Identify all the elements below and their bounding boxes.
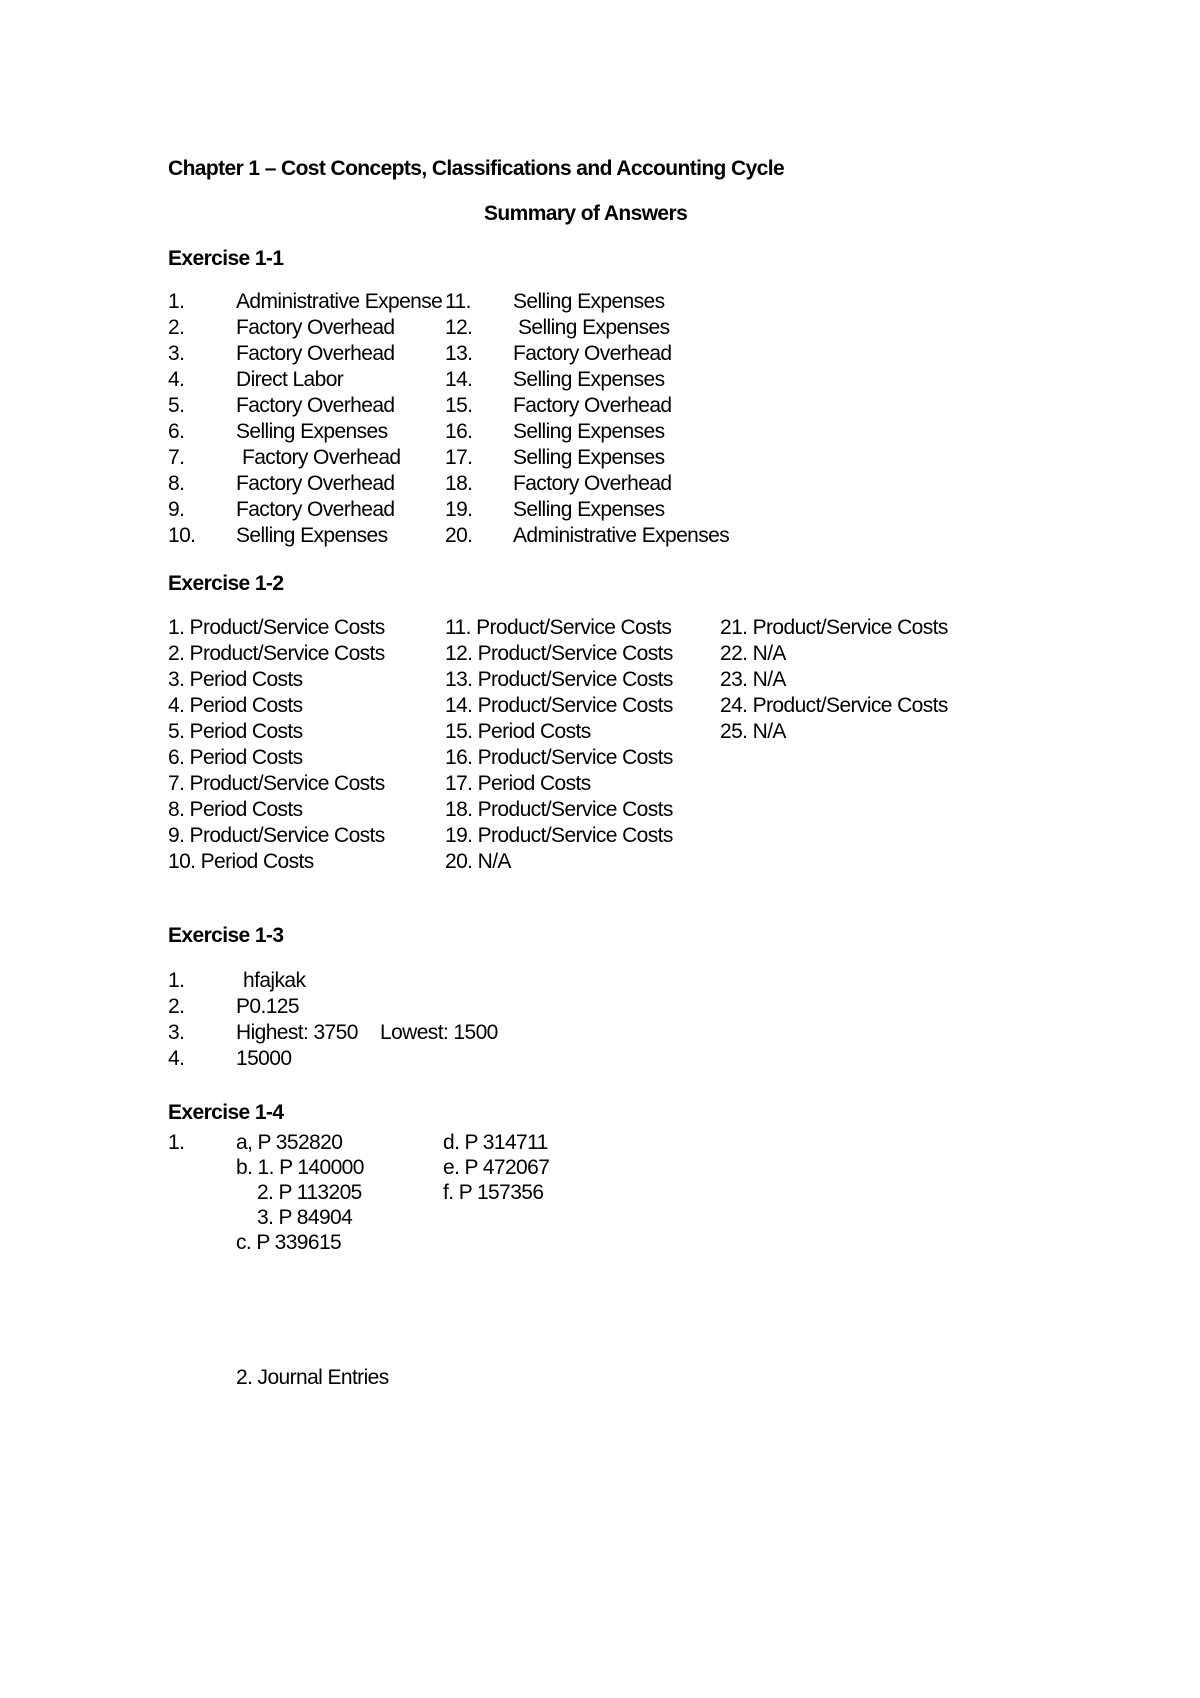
ex1-1-item-num: 6. <box>168 420 185 443</box>
ex1-4-answer: 3. P 84904 <box>257 1206 353 1229</box>
ex1-1-item-text: Factory Overhead <box>236 498 395 521</box>
ex1-1-item-text: Selling Expenses <box>513 498 665 521</box>
ex1-1-item-text: Selling Expenses <box>513 290 665 313</box>
ex1-2-item: 17. Period Costs <box>445 772 591 795</box>
ex1-2-item: 4. Period Costs <box>168 694 303 717</box>
ex1-1-item-num: 11. <box>445 290 471 313</box>
ex1-1-item-text: Factory Overhead <box>513 342 672 365</box>
ex1-2-item: 23. N/A <box>720 668 786 691</box>
journal-entries-label: 2. Journal Entries <box>236 1366 389 1389</box>
ex1-2-item: 2. Product/Service Costs <box>168 642 385 665</box>
ex1-2-item: 15. Period Costs <box>445 720 591 743</box>
chapter-title: Chapter 1 – Cost Concepts, Classifications and Accounting Cycle <box>168 157 785 180</box>
ex1-1-item-text: Factory Overhead <box>236 472 395 495</box>
ex1-1-item-text: Direct Labor <box>236 368 344 391</box>
ex1-1-item-text: Selling Expenses <box>513 420 665 443</box>
summary-title: Summary of Answers <box>484 202 688 225</box>
ex1-4-answer: a, P 352820 <box>236 1131 343 1154</box>
ex1-2-item: 9. Product/Service Costs <box>168 824 385 847</box>
exercise-1-4-heading: Exercise 1-4 <box>168 1101 284 1124</box>
ex1-1-item-num: 7. <box>168 446 185 469</box>
ex1-4-answer: f. P 157356 <box>443 1181 544 1204</box>
ex1-3-item-num: 3. <box>168 1021 185 1044</box>
ex1-1-item-num: 19. <box>445 498 473 521</box>
ex1-2-item: 3. Period Costs <box>168 668 303 691</box>
ex1-2-item: 24. Product/Service Costs <box>720 694 948 717</box>
ex1-1-item-text: Factory Overhead <box>236 342 395 365</box>
ex1-2-item: 14. Product/Service Costs <box>445 694 673 717</box>
ex1-1-item-text: Selling Expenses <box>513 446 665 469</box>
ex1-1-item-num: 3. <box>168 342 185 365</box>
ex1-4-answer: c. P 339615 <box>236 1231 342 1254</box>
ex1-1-item-text: Factory Overhead <box>236 394 395 417</box>
ex1-1-item-text: Selling Expenses <box>236 524 388 547</box>
ex1-1-item-text: Selling Expenses <box>513 368 665 391</box>
ex1-2-item: 10. Period Costs <box>168 850 314 873</box>
ex1-2-item: 6. Period Costs <box>168 746 303 769</box>
ex1-1-item-num: 8. <box>168 472 185 495</box>
ex1-2-item: 21. Product/Service Costs <box>720 616 948 639</box>
ex1-1-item-num: 13. <box>445 342 473 365</box>
ex1-1-item-text: Administrative Expense <box>236 290 443 313</box>
ex1-1-item-num: 10. <box>168 524 196 547</box>
ex1-1-item-num: 12. <box>445 316 473 339</box>
ex1-2-item: 11. Product/Service Costs <box>445 616 672 639</box>
ex1-3-item-text: hfajkak <box>243 969 306 992</box>
exercise-1-2-heading: Exercise 1-2 <box>168 572 284 595</box>
ex1-4-answer: b. 1. P 140000 <box>236 1156 364 1179</box>
ex1-1-item-text: Factory Overhead <box>236 316 395 339</box>
ex1-2-item: 7. Product/Service Costs <box>168 772 385 795</box>
ex1-2-item: 25. N/A <box>720 720 786 743</box>
ex1-2-item: 1. Product/Service Costs <box>168 616 385 639</box>
ex1-1-item-num: 17. <box>445 446 473 469</box>
ex1-4-item-num: 1. <box>168 1131 185 1154</box>
ex1-2-item: 5. Period Costs <box>168 720 303 743</box>
ex1-1-item-num: 14. <box>445 368 473 391</box>
ex1-1-item-text: Factory Overhead <box>242 446 401 469</box>
ex1-1-item-text: Administrative Expenses <box>513 524 730 547</box>
ex1-1-item-text: Selling Expenses <box>236 420 388 443</box>
ex1-1-item-text: Factory Overhead <box>513 472 672 495</box>
ex1-1-item-num: 18. <box>445 472 473 495</box>
ex1-3-item-text: P0.125 <box>236 995 299 1018</box>
exercise-1-3-heading: Exercise 1-3 <box>168 924 284 947</box>
ex1-2-item: 22. N/A <box>720 642 786 665</box>
ex1-1-item-text: Factory Overhead <box>513 394 672 417</box>
ex1-4-answer: e. P 472067 <box>443 1156 550 1179</box>
ex1-2-item: 12. Product/Service Costs <box>445 642 673 665</box>
ex1-3-item-num: 4. <box>168 1047 185 1070</box>
ex1-2-item: 18. Product/Service Costs <box>445 798 673 821</box>
ex1-2-item: 8. Period Costs <box>168 798 303 821</box>
ex1-1-item-num: 20. <box>445 524 473 547</box>
ex1-1-item-text: Selling Expenses <box>518 316 670 339</box>
ex1-1-item-num: 1. <box>168 290 185 313</box>
ex1-1-item-num: 15. <box>445 394 473 417</box>
ex1-1-item-num: 5. <box>168 394 185 417</box>
ex1-1-item-num: 4. <box>168 368 185 391</box>
exercise-1-1-heading: Exercise 1-1 <box>168 247 284 270</box>
ex1-1-item-num: 9. <box>168 498 185 521</box>
ex1-1-item-num: 2. <box>168 316 185 339</box>
ex1-3-item-num: 2. <box>168 995 185 1018</box>
ex1-2-item: 19. Product/Service Costs <box>445 824 673 847</box>
ex1-3-item-text: Highest: 3750 <box>236 1021 358 1044</box>
ex1-2-item: 20. N/A <box>445 850 511 873</box>
ex1-2-item: 16. Product/Service Costs <box>445 746 673 769</box>
ex1-4-answer: 2. P 113205 <box>257 1181 362 1204</box>
ex1-1-item-num: 16. <box>445 420 473 443</box>
ex1-3-item-text: 15000 <box>236 1047 292 1070</box>
ex1-3-item-num: 1. <box>168 969 185 992</box>
ex1-4-answer: d. P 314711 <box>443 1131 548 1154</box>
ex1-2-item: 13. Product/Service Costs <box>445 668 673 691</box>
ex1-3-lowest: Lowest: 1500 <box>380 1021 498 1044</box>
